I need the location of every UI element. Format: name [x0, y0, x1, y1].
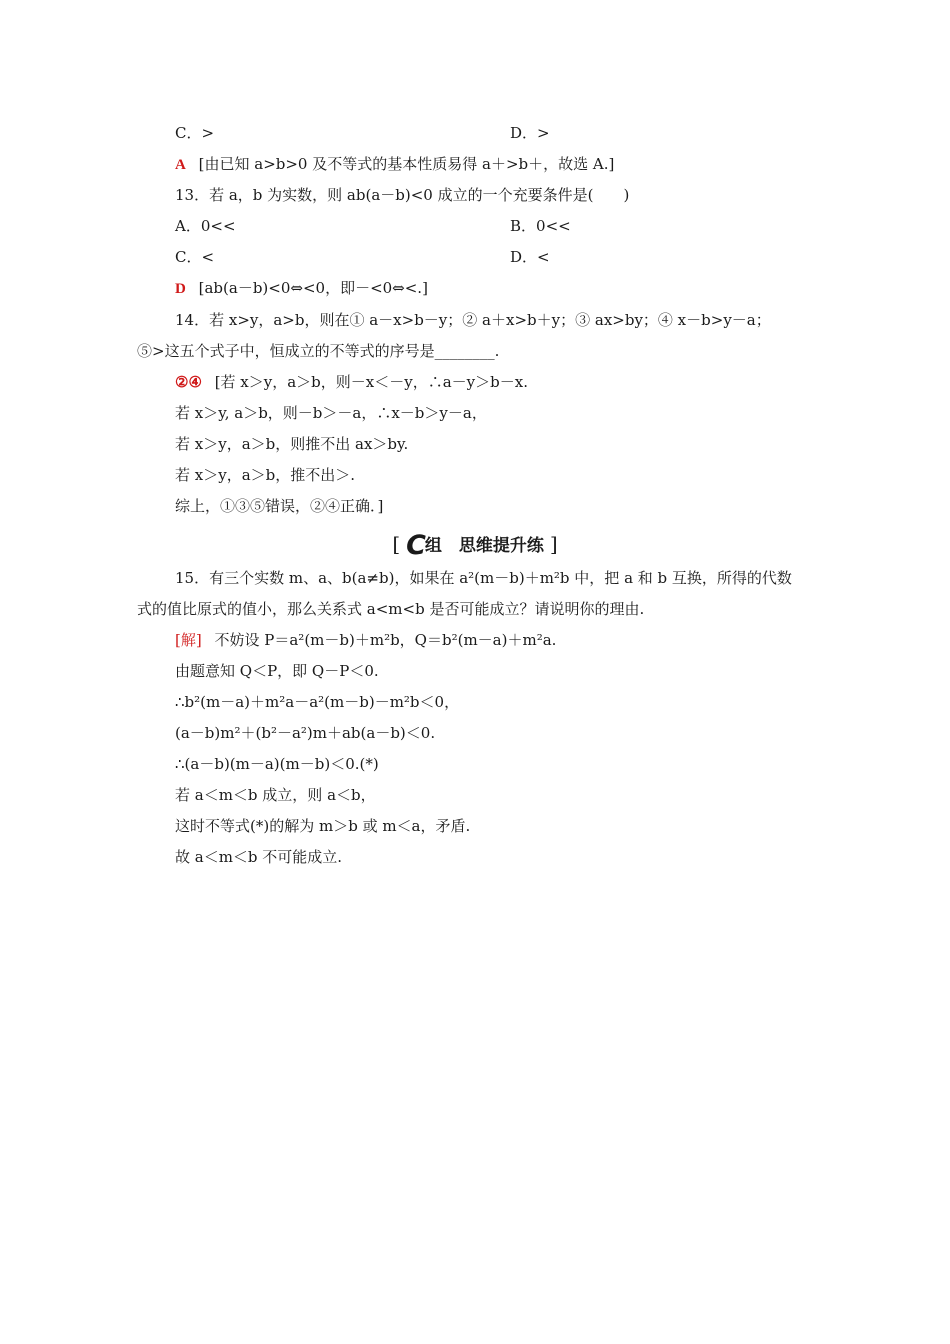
solution-15-step-5: 若 a＜m＜b 成立，则 a＜b， [175, 786, 376, 804]
option-c-13: C．< [175, 248, 215, 266]
answer-14-text: [若 x＞y，a＞b，则－x＜－y，∴a－y＞b－x. [214, 373, 528, 391]
solution-15-step-4: ∴(a－b)(m－a)(m－b)＜0.(*) [175, 755, 379, 773]
answer-13 [175, 278, 428, 299]
solution-14-step-3: 若 x＞y，a＞b，推不出＞. [175, 466, 356, 484]
section-bracket-close: ] [549, 532, 558, 556]
answer-14 [175, 372, 528, 393]
option-d-13: D．< [510, 248, 550, 266]
question-14-line-2: ⑤>这五个式子中，恒成立的不等式的序号是________. [137, 342, 500, 360]
section-heading-c [0, 530, 950, 561]
section-title: 组 思维提升练 [424, 536, 544, 556]
answer-14-label: ②④ [175, 375, 202, 391]
solution-15-intro [175, 630, 556, 650]
solution-15-text: 不妨设 P＝a²(m－b)＋m²b，Q＝b²(m－a)＋m²a. [214, 631, 557, 649]
solution-15-label: [解] [175, 631, 202, 649]
question-14-line-1: 14．若 x>y，a>b，则在① a－x>b－y；② a＋x>b＋y；③ ax>by；④ x－b>y－a； [175, 311, 771, 329]
solution-15-step-2: ∴b²(m－a)＋m²a－a²(m－b)－m²b＜0， [175, 693, 460, 711]
option-a-13: A．0<< [175, 217, 236, 235]
section-letter: C [406, 530, 425, 561]
solution-14-step-1: 若 x＞y, a＞b，则－b＞－a，∴x－b＞y－a， [175, 404, 487, 422]
solution-15-step-6: 这时不等式(*)的解为 m＞b 或 m＜a，矛盾. [175, 817, 471, 835]
solution-15-step-1: 由题意知 Q＜P，即 Q－P＜0. [175, 662, 379, 680]
option-d-12: D．> [510, 124, 550, 142]
option-b-13: B．0<< [510, 217, 571, 235]
solution-15-step-3: (a－b)m²＋(b²－a²)m＋ab(a－b)＜0. [175, 724, 436, 742]
question-13: 13．若 a，b 为实数，则 ab(a－b)<0 成立的一个充要条件是( ) [175, 186, 630, 204]
answer-12 [175, 154, 614, 175]
solution-14-step-2: 若 x＞y，a＞b，则推不出 ax＞by. [175, 435, 409, 453]
answer-12-text: [由已知 a>b>0 及不等式的基本性质易得 a＋>b＋，故选 A.] [198, 155, 615, 173]
answer-12-label: A [175, 157, 186, 173]
answer-13-text: [ab(a－b)<0⇔<0，即－<0⇔<.] [198, 279, 428, 297]
solution-14-step-4: 综上，①③⑤错误，②④正确．] [175, 497, 384, 515]
section-bracket-open: [ [392, 532, 401, 556]
solution-15-step-7: 故 a＜m＜b 不可能成立. [175, 848, 343, 866]
option-c-12: C．> [175, 124, 215, 142]
question-15-line-2: 式的值比原式的值小，那么关系式 a<m<b 是否可能成立？请说明你的理由. [137, 600, 645, 618]
answer-13-label: D [175, 281, 186, 297]
question-15-line-1: 15．有三个实数 m、a、b(a≠b)，如果在 a²(m－b)＋m²b 中，把 a 和 b 互换，所得的代数 [175, 569, 792, 587]
